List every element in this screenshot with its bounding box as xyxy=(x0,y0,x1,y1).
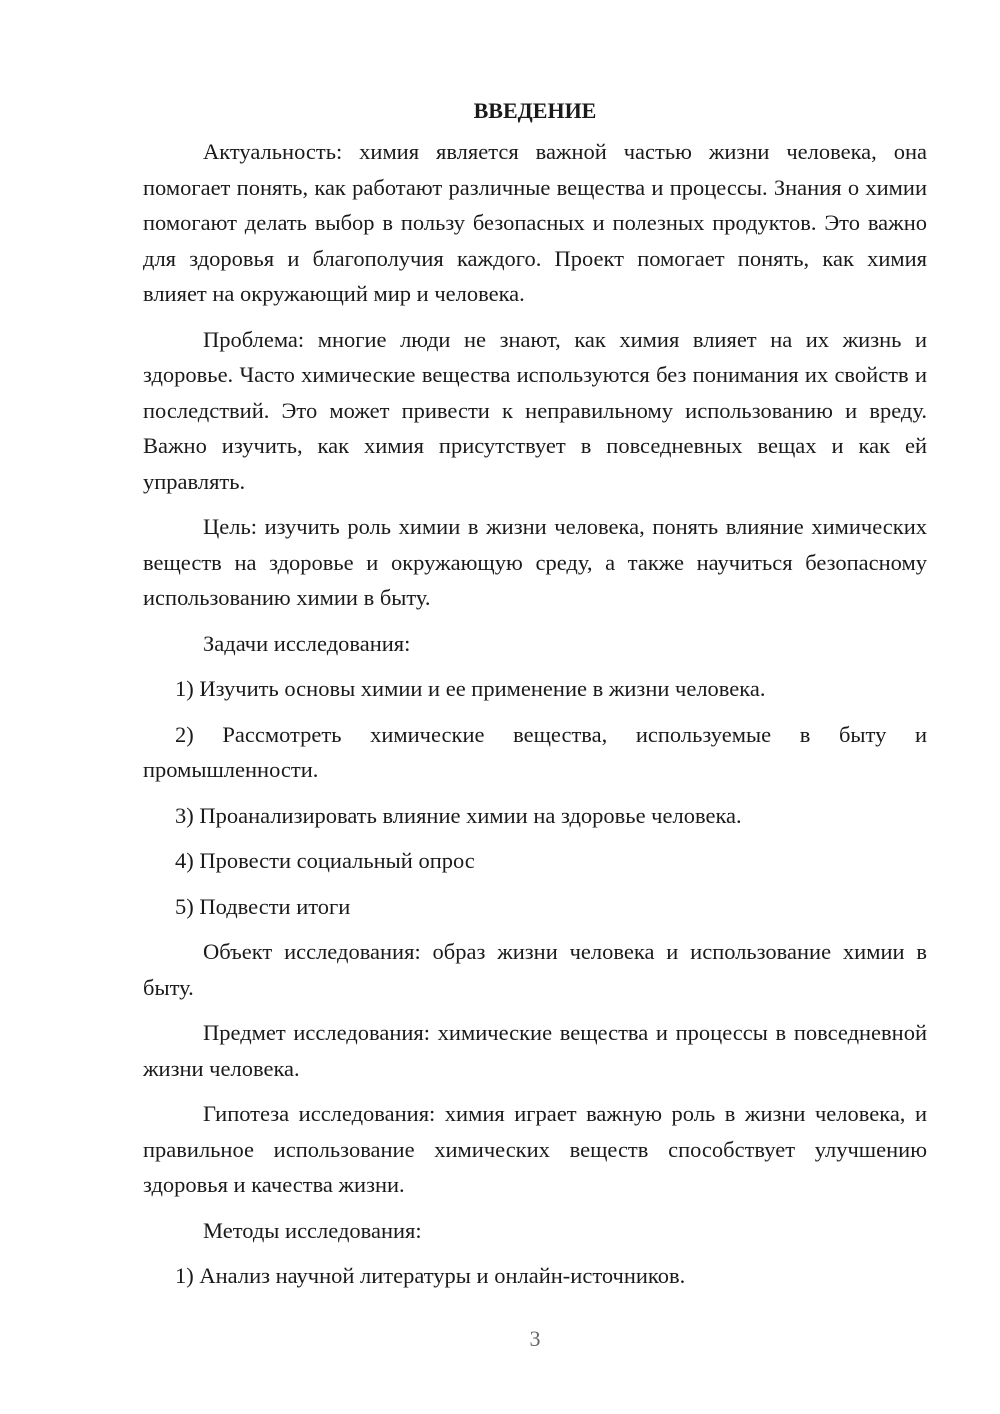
hypothesis-paragraph: Гипотеза исследования: химия играет важную роль в жизни человека, и правильное использование химических веществ способствует улучшению здоровья и качества жизни. xyxy=(143,1101,927,1197)
method-item-1: 1) Анализ научной литературы и онлайн-источников. xyxy=(175,1263,686,1288)
goal-paragraph: Цель: изучить роль химии в жизни человека, понять влияние химических веществ на здоровье и окружающую среду, а также научиться безопасному использованию химии в быту. xyxy=(143,514,927,610)
task-item-5: 5) Подвести итоги xyxy=(175,893,351,919)
page-number: 3 xyxy=(529,1326,541,1351)
task-item-2: 2) Рассмотреть химические вещества, используемые в быту и промышленности. xyxy=(143,721,927,782)
methods-heading: Методы исследования: xyxy=(203,1217,422,1243)
object-paragraph: Объект исследования: образ жизни человека и использование химии в быту. xyxy=(143,939,927,1000)
task-item-3: 3) Проанализировать влияние химии на здоровье человека. xyxy=(175,802,742,828)
problem-paragraph: Проблема: многие люди не знают, как химия влияет на их жизнь и здоровье. Часто химические вещества используются без понимания их свойств и последствий. Это может привести к неправильному использованию и вреду. Важно изучить, как химия присутствует в повседневных вещах и как ей управлять. xyxy=(143,326,927,494)
task-item-1: 1) Изучить основы химии и ее применение в жизни человека. xyxy=(175,676,766,701)
tasks-heading: Задачи исследования: xyxy=(203,630,411,656)
task-item-4: 4) Провести социальный опрос xyxy=(175,848,475,873)
page-title: ВВЕДЕНИЕ xyxy=(473,98,597,123)
subject-paragraph: Предмет исследования: химические вещества и процессы в повседневной жизни человека. xyxy=(143,1020,927,1081)
document-page xyxy=(143,93,927,1304)
relevance-paragraph: Актуальность: химия является важной частью жизни человека, она помогает понять, как работают различные вещества и процессы. Знания о химии помогают делать выбор в пользу безопасных и полезных продуктов. Это важно для здоровья и благополучия каждого. Проект помогает понять, как химия влияет на окружающий мир и человека. xyxy=(143,139,927,306)
